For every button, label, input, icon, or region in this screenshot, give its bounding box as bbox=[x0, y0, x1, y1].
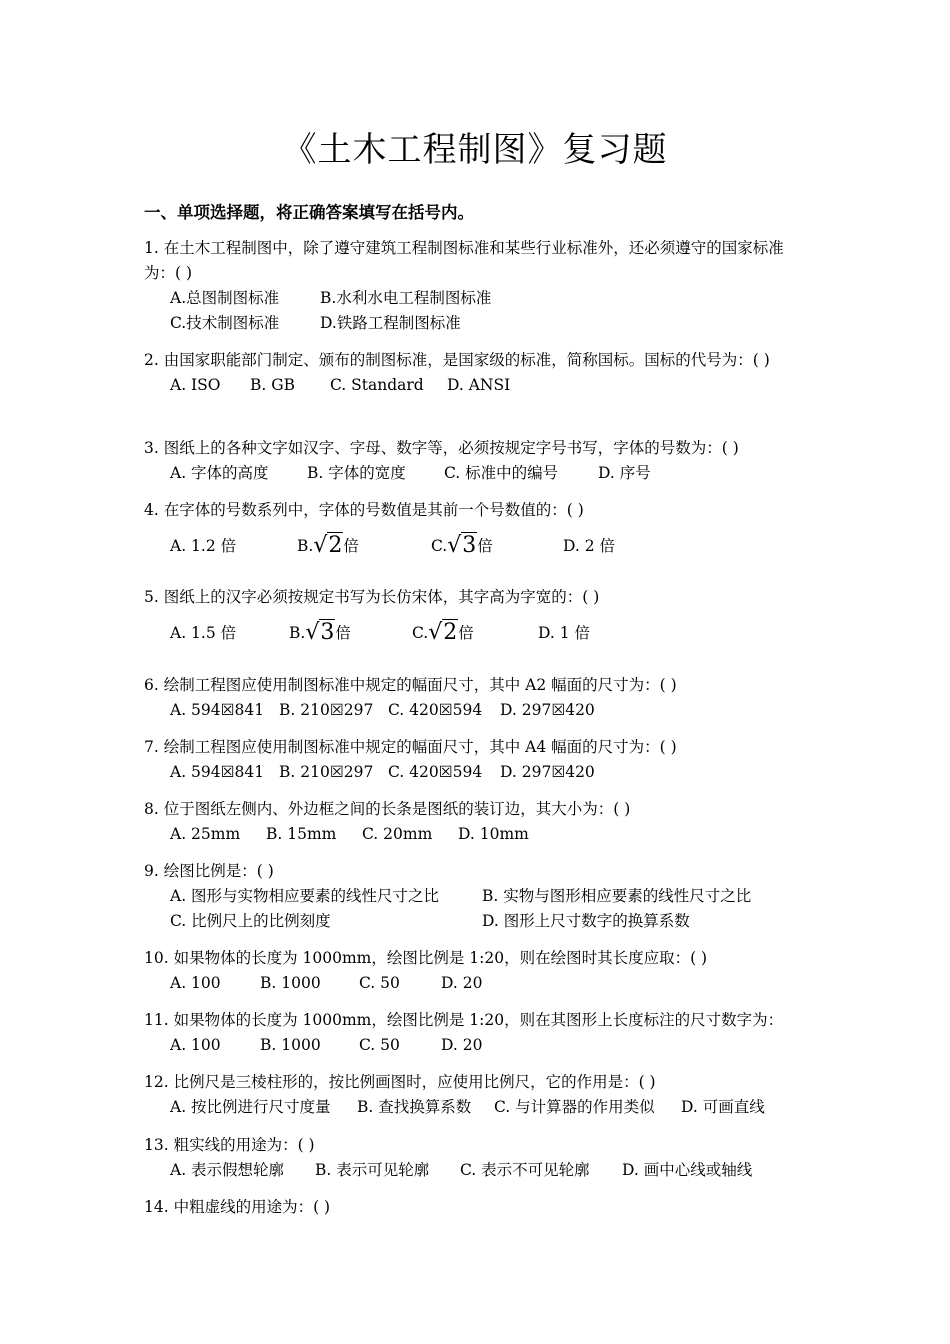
question-14 bbox=[144, 1195, 809, 1220]
question-stem: 9. 绘图比例是：( ) bbox=[144, 862, 274, 880]
options-row bbox=[144, 610, 809, 646]
option-b: B. 实物与图形相应要素的线性尺寸之比 bbox=[482, 887, 752, 905]
option-a: A. 按比例进行尺寸度量 bbox=[170, 1098, 331, 1116]
option-d: D. 20 bbox=[441, 974, 483, 992]
option-d: D. 10mm bbox=[458, 825, 529, 843]
option-d: D. 297☒420 bbox=[500, 701, 595, 719]
option-c: C. 标准中的编号 bbox=[444, 464, 559, 482]
option-b: B. 1000 bbox=[260, 1036, 321, 1054]
option-c: C. 表示不可见轮廓 bbox=[460, 1161, 590, 1179]
option-c: C. 420☒594 bbox=[388, 701, 483, 719]
options-row bbox=[144, 698, 809, 723]
option-c: C. 与计算器的作用类似 bbox=[494, 1098, 655, 1116]
question-5 bbox=[144, 585, 809, 646]
option-b: B. GB bbox=[250, 376, 296, 394]
question-stem: 6. 绘制工程图应使用制图标准中规定的幅面尺寸，其中 A2 幅面的尺寸为：( ) bbox=[144, 676, 677, 694]
option-b: B. 表示可见轮廓 bbox=[315, 1161, 430, 1179]
options-row bbox=[144, 461, 809, 486]
option-b: B. 210☒297 bbox=[279, 701, 374, 719]
question-stem: 12. 比例尺是三棱柱形的，按比例画图时，应使用比例尺，它的作用是：( ) bbox=[144, 1073, 656, 1091]
option-c: C.√3倍 bbox=[431, 533, 493, 558]
options-row bbox=[144, 884, 809, 909]
option-b: B. 1000 bbox=[260, 974, 321, 992]
question-12 bbox=[144, 1070, 809, 1120]
sqrt-symbol: √3 bbox=[447, 533, 477, 558]
question-3 bbox=[144, 436, 809, 486]
option-d: D. 2 倍 bbox=[563, 537, 616, 555]
question-stem: 13. 粗实线的用途为：( ) bbox=[144, 1136, 315, 1154]
option-b: B.√3倍 bbox=[289, 620, 351, 645]
options-row bbox=[144, 971, 809, 996]
options-row bbox=[144, 523, 809, 559]
question-stem: 8. 位于图纸左侧内、外边框之间的长条是图纸的装订边，其大小为：( ) bbox=[144, 800, 631, 818]
option-a: A. 25mm bbox=[170, 825, 241, 843]
option-d: D. 20 bbox=[441, 1036, 483, 1054]
options-row bbox=[144, 1095, 809, 1120]
question-stem: 4. 在字体的号数系列中，字体的号数值是其前一个号数值的：( ) bbox=[144, 501, 584, 519]
question-stem: 11. 如果物体的长度为 1000mm，绘图比例是 1:20，则在其图形上长度标注的尺寸数字为： bbox=[144, 1011, 784, 1029]
sqrt-symbol: √2 bbox=[313, 533, 343, 558]
option-c: C. Standard bbox=[330, 376, 424, 394]
question-9 bbox=[144, 859, 809, 934]
option-a: A. 表示假想轮廓 bbox=[170, 1161, 285, 1179]
option-d: D. ANSI bbox=[447, 376, 511, 394]
option-d: D. 画中心线或轴线 bbox=[622, 1161, 753, 1179]
option-d: D.铁路工程制图标准 bbox=[320, 314, 461, 332]
question-7 bbox=[144, 735, 809, 785]
option-d: D. 1 倍 bbox=[538, 624, 591, 642]
option-c: C. 420☒594 bbox=[388, 763, 483, 781]
option-b: B. 15mm bbox=[266, 825, 337, 843]
option-a: A. 字体的高度 bbox=[170, 464, 269, 482]
option-c: C.技术制图标准 bbox=[170, 314, 280, 332]
options-row bbox=[144, 311, 809, 336]
question-stem: 5. 图纸上的汉字必须按规定书写为长仿宋体，其字高为字宽的：( ) bbox=[144, 588, 600, 606]
option-a: A. 594☒841 bbox=[170, 763, 265, 781]
option-d: D. 图形上尺寸数字的换算系数 bbox=[482, 912, 690, 930]
question-4 bbox=[144, 498, 809, 559]
options-row bbox=[144, 373, 809, 398]
options-row bbox=[144, 1158, 809, 1183]
option-b: B. 210☒297 bbox=[279, 763, 374, 781]
option-a: A. 1.5 倍 bbox=[170, 624, 237, 642]
option-a: A. 1.2 倍 bbox=[170, 537, 237, 555]
option-a: A. 100 bbox=[170, 1036, 221, 1054]
option-b: B.√2倍 bbox=[297, 533, 359, 558]
question-8 bbox=[144, 797, 809, 847]
option-c: C. 20mm bbox=[362, 825, 433, 843]
option-c: C. 比例尺上的比例刻度 bbox=[170, 912, 331, 930]
question-13 bbox=[144, 1133, 809, 1183]
sqrt-symbol: √2 bbox=[428, 620, 458, 645]
sqrt-symbol: √3 bbox=[305, 620, 335, 645]
options-row bbox=[144, 760, 809, 785]
section-heading: 一、单项选择题，将正确答案填写在括号内。 bbox=[144, 203, 474, 222]
options-row bbox=[144, 286, 809, 311]
option-a: A.总图制图标准 bbox=[170, 289, 280, 307]
question-stem: 14. 中粗虚线的用途为：( ) bbox=[144, 1198, 331, 1216]
options-row bbox=[144, 909, 809, 934]
option-b: B. 字体的宽度 bbox=[307, 464, 406, 482]
option-c: C.√2倍 bbox=[412, 620, 474, 645]
option-c: C. 50 bbox=[359, 974, 400, 992]
option-b: B. 查找换算系数 bbox=[357, 1098, 472, 1116]
option-c: C. 50 bbox=[359, 1036, 400, 1054]
option-a: A. 图形与实物相应要素的线性尺寸之比 bbox=[170, 887, 440, 905]
question-stem: 3. 图纸上的各种文字如汉字、字母、数字等，必须按规定字号书写，字体的号数为：( ) bbox=[144, 439, 739, 457]
options-row bbox=[144, 1033, 809, 1058]
question-10 bbox=[144, 946, 809, 996]
option-a: A. 100 bbox=[170, 974, 221, 992]
question-stem: 7. 绘制工程图应使用制图标准中规定的幅面尺寸，其中 A4 幅面的尺寸为：( ) bbox=[144, 738, 677, 756]
option-d: D. 序号 bbox=[598, 464, 651, 482]
question-11 bbox=[144, 1008, 809, 1058]
question-1 bbox=[144, 236, 809, 336]
question-stem: 1. 在土木工程制图中，除了遵守建筑工程制图标准和某些行业标准外，还必须遵守的国家标准为：( ) bbox=[144, 239, 784, 282]
document-title: 《土木工程制图》复习题 bbox=[282, 130, 668, 170]
question-6 bbox=[144, 673, 809, 723]
question-2 bbox=[144, 348, 809, 398]
options-row bbox=[144, 822, 809, 847]
option-a: A. 594☒841 bbox=[170, 701, 265, 719]
option-d: D. 297☒420 bbox=[500, 763, 595, 781]
option-b: B.水利水电工程制图标准 bbox=[320, 289, 492, 307]
question-stem: 2. 由国家职能部门制定、颁布的制图标准，是国家级的标准，简称国标。国标的代号为：( ) bbox=[144, 351, 770, 369]
question-stem: 10. 如果物体的长度为 1000mm，绘图比例是 1:20，则在绘图时其长度应取：( ) bbox=[144, 949, 708, 967]
option-d: D. 可画直线 bbox=[681, 1098, 765, 1116]
option-a: A. ISO bbox=[170, 376, 221, 394]
